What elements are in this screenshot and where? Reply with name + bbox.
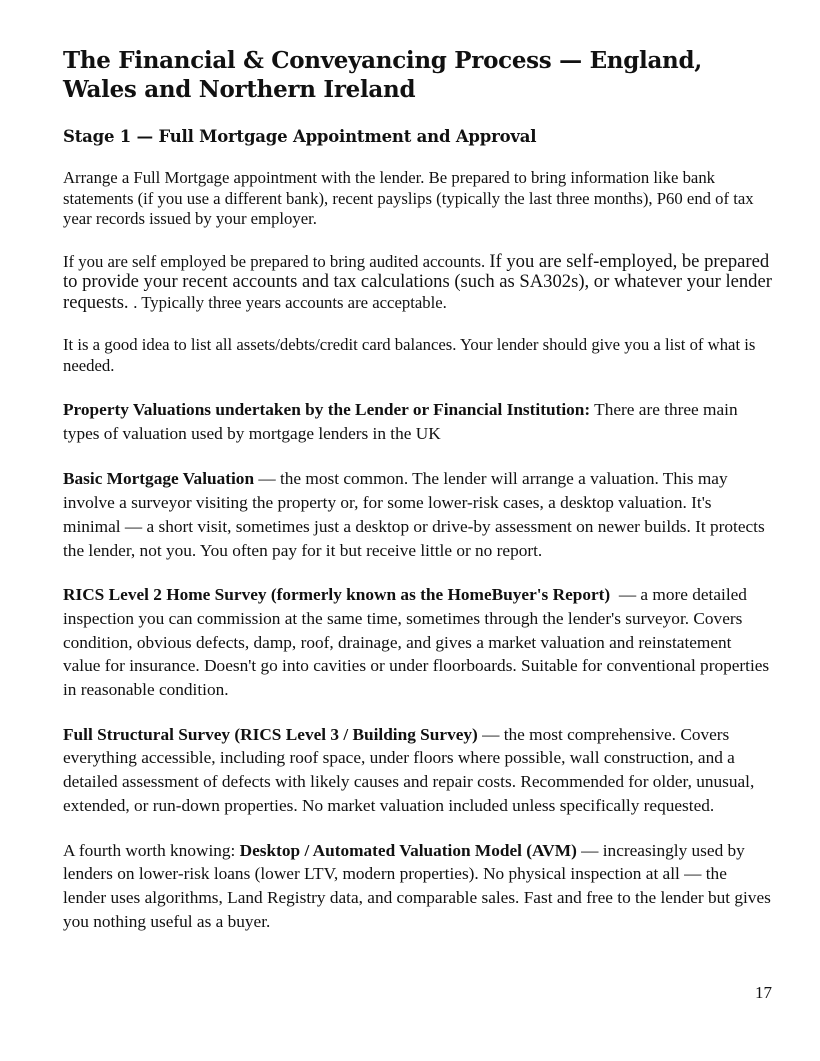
valuations-intro-heading: Property Valuations undertaken by the Lender or Financial Institution:	[63, 400, 591, 419]
paragraph-level3-survey	[63, 723, 772, 818]
paragraph-avm	[63, 839, 772, 934]
level3-survey-heading: Full Structural Survey (RICS Level 3 / Building Survey)	[63, 724, 478, 744]
basic-valuation-text: — the most common. The lender will arrange a valuation. This may involve a surveyor visiting the property or, for some lower-risk cases, a desktop valuation. It's minimal — a short visit, sometimes just a desktop or drive-by assessment on newer builds. It protects the lender, not you. You often pay for it but receive little or no report.	[63, 469, 765, 560]
basic-valuation-heading: Basic Mortgage Valuation	[63, 469, 255, 489]
level3-survey-text: — the most comprehensive. Covers everything accessible, including roof space, under floors where possible, wall construction, and a detailed assessment of defects with likely causes and repair costs. Recommended for older, unusual, extended, or run-down properties. No market valuation included unless specifically requested.	[63, 724, 755, 815]
stage-heading: Stage 1 — Full Mortgage Appointment and Approval	[63, 127, 537, 146]
paragraph-appointment: Arrange a Full Mortgage appointment with the lender. Be prepared to bring information like bank statements (if you use a different bank), recent payslips (typically the last three months), P60 end of tax year records issued by your employer.	[63, 168, 754, 228]
paragraph-assets: It is a good idea to list all assets/debts/credit card balances. Your lender should give you a list of what is needed.	[63, 335, 756, 375]
page-title: The Financial & Conveyancing Process — England, Wales and Northern Ireland	[63, 47, 702, 103]
self-employed-text-3: . Typically three years accounts are acceptable.	[133, 292, 447, 312]
avm-heading: Desktop / Automated Valuation Model (AVM)	[239, 840, 577, 860]
self-employed-text-2: If you are self-employed, be prepared to provide your recent accounts and tax calculations (such as SA302s), or whatever your lender requests.	[63, 250, 772, 313]
level2-survey-text: — a more detailed inspection you can commission at the same time, sometimes through the lender's surveyor. Covers condition, obvious defects, damp, roof, drainage, and gives a market valuation and reinstatement value for insurance. Doesn't go into cavities or under floorboards. Suitable for conventional properties in reasonable condition.	[63, 585, 774, 700]
avm-prefix: A fourth worth knowing:	[63, 840, 240, 860]
paragraph-self-employed	[63, 252, 772, 314]
level2-survey-heading: RICS Level 2 Home Survey (formerly known as the HomeBuyer's Report)	[63, 585, 611, 605]
valuations-intro-text: There are three main types of valuation used by mortgage lenders in the UK	[63, 400, 738, 443]
page-number: 17	[755, 983, 772, 1002]
self-employed-text-1: If you are self employed be prepared to bring audited accounts.	[63, 251, 490, 271]
avm-text: — increasingly used by lenders on lower-risk loans (lower LTV, modern properties). No physical inspection at all — the lender uses algorithms, Land Registry data, and comparable sales. Fast and free to the lender but gives you nothing useful as a buyer.	[63, 840, 771, 931]
paragraph-valuations-intro	[63, 398, 772, 445]
paragraph-level2-survey	[63, 583, 772, 702]
paragraph-basic-valuation	[63, 467, 772, 562]
